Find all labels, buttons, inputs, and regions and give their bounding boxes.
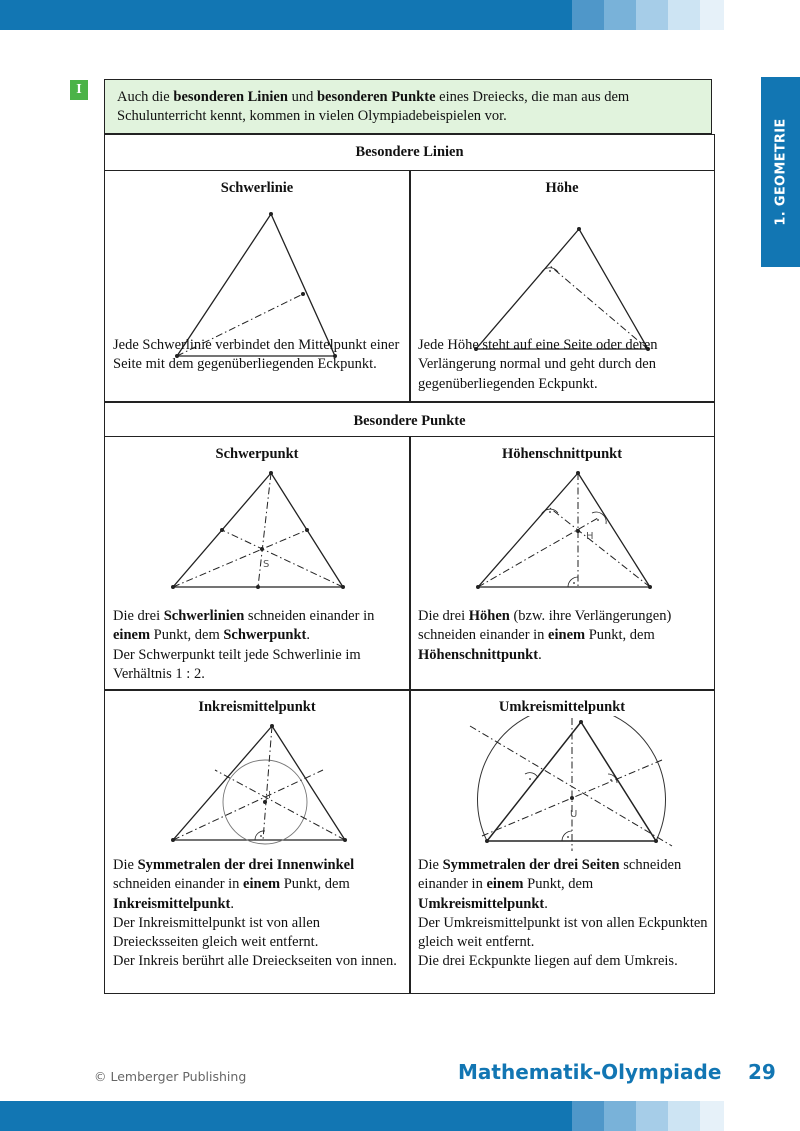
cell-description: Jede Schwerlinie verbindet den Mittelpunkt einer Seite mit dem gegenüberliegenden Eckpunkt. <box>113 337 400 373</box>
desc-text: Der Inkreismittelpunkt ist von allen Dreiecksseiten gleich weit entfernt. <box>113 914 320 951</box>
desc-text: (bzw. ihre Verlängerungen) schneiden einander in <box>418 608 672 644</box>
desc-bold: einem <box>486 876 524 893</box>
desc-bold: Inkreismittelpunkt <box>113 895 231 912</box>
cell-description <box>113 856 403 972</box>
desc-text: schneiden einander in <box>418 857 682 893</box>
desc-bold: Schwerpunkt <box>223 627 307 644</box>
point-label: I <box>268 790 271 801</box>
section-header-points: Besondere Punkte <box>105 401 714 437</box>
cell-title: Umkreismittelpunkt <box>498 699 626 715</box>
desc-text: Die <box>418 857 443 873</box>
intro-bold: besonderen Linien <box>173 89 288 105</box>
desc-text: . <box>230 895 234 912</box>
book-title: Mathematik-Olympiade <box>458 1060 722 1084</box>
intro-text: und <box>287 89 317 105</box>
cell-description: Jede Höhe steht auf eine Seite oder deren Verlängerung normal und geht durch den gegenüberliegenden Eckpunkt. <box>418 337 658 392</box>
cell-hoehenschnittpunkt <box>410 437 714 690</box>
desc-text: Die <box>113 857 138 873</box>
intro-bold: besonderen Punkte <box>316 89 436 105</box>
desc-bold: Umkreismittelpunkt <box>418 895 545 912</box>
cell-umkreismittelpunkt <box>410 690 714 993</box>
desc-text: Der Schwerpunkt teilt jede Schwerlinie im Verhältnis 1 : 2. <box>113 646 361 682</box>
desc-text: Punkt, dem <box>150 627 224 644</box>
inkreismittelpunkt-diagram <box>105 718 409 848</box>
cell-description <box>113 607 403 684</box>
schwerpunkt-diagram <box>105 463 409 593</box>
cell-title: Inkreismittelpunkt <box>198 699 316 715</box>
intro-text: eines Dreiecks, die man aus dem Schulunterricht kennt, kommen in vielen Olympiadebeispielen vor. <box>117 89 630 124</box>
umkreismittelpunkt-diagram <box>410 716 714 851</box>
header-band <box>0 0 800 30</box>
chapter-tab-label: 1. GEOMETRIE <box>773 118 788 226</box>
cell-hoehe <box>410 171 714 401</box>
desc-text: Der Umkreismittelpunkt ist von allen Eckpunkten gleich weit entfernt. <box>418 914 708 951</box>
cell-schwerpunkt <box>105 437 409 690</box>
desc-bold: Symmetralen der drei Innenwinkel <box>137 857 355 873</box>
cell-title: Höhe <box>545 180 579 196</box>
cell-inkreismittelpunkt <box>105 690 409 993</box>
header-band-main <box>0 0 572 30</box>
cell-title: Höhenschnittpunkt <box>501 446 623 462</box>
point-label: S <box>263 559 270 570</box>
chapter-tab <box>761 77 800 267</box>
intro-text: Auch die <box>117 89 174 105</box>
cell-description <box>418 856 708 972</box>
header-band-seg <box>636 0 668 30</box>
desc-text: schneiden einander in <box>113 876 244 893</box>
cell-schwerlinie <box>105 171 409 401</box>
cell-description <box>418 607 708 665</box>
footer-band-seg <box>604 1101 636 1131</box>
desc-bold: Schwerlinien <box>163 608 245 624</box>
header-band-seg <box>604 0 636 30</box>
desc-text: Die drei <box>113 608 164 624</box>
header-band-seg <box>668 0 700 30</box>
desc-text: schneiden einander in <box>244 608 375 624</box>
point-label: U <box>570 809 578 820</box>
footer-band <box>0 1101 800 1131</box>
desc-bold: einem <box>113 627 151 644</box>
column-divider <box>409 171 411 401</box>
cell-title: Schwerlinie <box>220 180 294 196</box>
schwerlinie-diagram <box>105 199 409 359</box>
page-number: 29 <box>748 1060 776 1084</box>
desc-text: Die drei Eckpunkte liegen auf dem Umkreis. <box>418 953 678 970</box>
cell-title: Schwerpunkt <box>215 446 299 462</box>
point-label: H <box>586 531 594 542</box>
desc-text: Der Inkreis berührt alle Dreieckseiten von innen. <box>113 953 397 970</box>
header-band-seg <box>572 0 604 30</box>
desc-bold: Höhenschnittpunkt <box>418 646 539 663</box>
intro-box <box>104 79 712 134</box>
copyright: © Lemberger Publishing <box>94 1069 247 1084</box>
footer-band-main <box>0 1101 572 1131</box>
geometry-table <box>104 134 715 994</box>
desc-text: . <box>306 627 310 644</box>
header-band-seg <box>700 0 724 30</box>
desc-text: . <box>544 895 548 912</box>
hoehe-diagram <box>410 199 714 359</box>
desc-text: Punkt, dem <box>523 876 594 893</box>
desc-text: Punkt, dem <box>585 627 655 644</box>
row-divider <box>105 689 714 691</box>
footer-band-seg <box>668 1101 700 1131</box>
desc-text: . <box>538 646 542 663</box>
footer-band-seg <box>572 1101 604 1131</box>
desc-text: Die drei <box>418 608 469 624</box>
footer-band-seg <box>636 1101 668 1131</box>
desc-bold: Symmetralen der drei Seiten <box>442 857 620 873</box>
hoehenschnittpunkt-diagram <box>410 463 714 593</box>
section-marker: I <box>70 80 88 100</box>
desc-bold: Höhen <box>468 608 510 624</box>
desc-bold: einem <box>548 627 586 644</box>
desc-bold: einem <box>243 876 281 893</box>
footer-band-seg <box>700 1101 724 1131</box>
section-header-lines: Besondere Linien <box>105 135 714 171</box>
desc-text: Punkt, dem <box>280 876 350 893</box>
column-divider <box>409 437 411 993</box>
